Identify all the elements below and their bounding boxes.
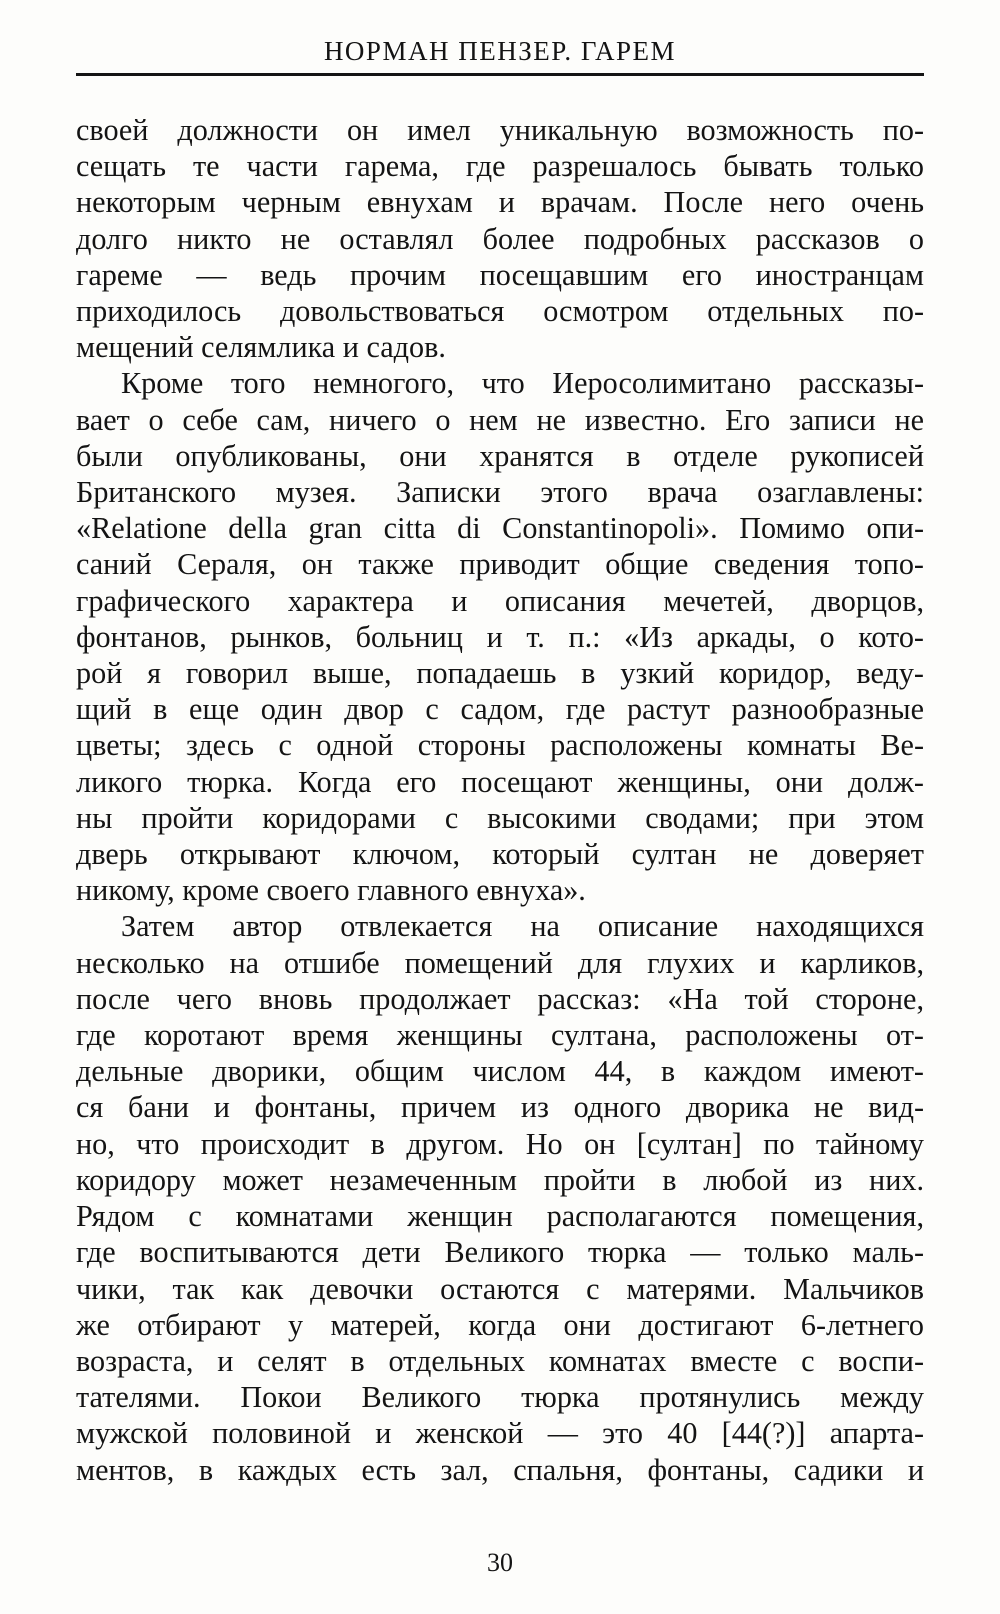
text-line: ся бани и фонтаны, причем из одного дворика не вид- bbox=[76, 1090, 924, 1125]
text-line: некоторым черным евнухам и врачам. После него очень bbox=[76, 185, 924, 220]
text-line: сещать те части гарема, где разрешалось бывать только bbox=[76, 149, 924, 184]
text-line: мужской половиной и женской — это 40 [44(?)] апарта- bbox=[76, 1416, 924, 1451]
text-line: коридору может незамеченным пройти в любой из них. bbox=[76, 1162, 924, 1197]
text-line: мещений селямлика и садов. bbox=[76, 330, 446, 365]
paragraph-3 bbox=[76, 908, 924, 1487]
text-line: тателями. Покои Великого тюрка протянулись между bbox=[76, 1380, 924, 1415]
text-line: своей должности он имел уникальную возможность по- bbox=[76, 113, 924, 147]
running-head: НОРМАН ПЕНЗЕР. ГАРЕМ bbox=[323, 36, 677, 66]
text-line: никому, кроме своего главного евнуха». bbox=[76, 873, 586, 908]
text-line: саний Сераля, он также приводит общие сведения топо- bbox=[76, 547, 924, 582]
text-line: где коротают время женщины султана, расположены от- bbox=[76, 1018, 924, 1053]
text-line: вает о себе сам, ничего о нем не известно. Его записи не bbox=[76, 402, 924, 437]
page-number: 30 bbox=[487, 1548, 513, 1577]
text-line: фонтанов, рынков, больниц и т. п.: «Из аркады, о кото- bbox=[76, 619, 924, 654]
text-line: дельные дворики, общим числом 44, в каждом имеют- bbox=[76, 1054, 924, 1089]
text-line: гареме — ведь прочим посещавшим его иностранцам bbox=[76, 257, 924, 292]
body-text bbox=[76, 112, 924, 1488]
text-line: приходилось довольствоваться осмотром отдельных по- bbox=[76, 294, 924, 329]
text-line: «Relatione della gran citta di Constantinopoli». Помимо опи- bbox=[76, 511, 924, 546]
text-line: цветы; здесь с одной стороны расположены комнаты Ве- bbox=[76, 728, 924, 763]
text-line: графического характера и описания мечетей, дворцов, bbox=[76, 583, 924, 618]
text-line: ментов, в каждых есть зал, спальня, фонтаны, садики и bbox=[76, 1452, 924, 1487]
text-line: ликого тюрка. Когда его посещают женщины, они долж- bbox=[76, 764, 924, 799]
paragraph-1 bbox=[76, 112, 924, 365]
text-line: после чего вновь продолжает рассказ: «На той стороне, bbox=[76, 981, 924, 1016]
header-rule bbox=[76, 73, 924, 76]
text-line: щий в еще один двор с садом, где растут разнообразные bbox=[76, 692, 924, 727]
text-line: Кроме того немногого, что Иеросолимитано рассказы- bbox=[121, 366, 924, 401]
text-line: несколько на отшибе помещений для глухих и карликов, bbox=[76, 945, 924, 980]
text-line: Затем автор отвлекается на описание находящихся bbox=[121, 909, 924, 944]
text-line: Британского музея. Записки этого врача озаглавлены: bbox=[76, 475, 924, 510]
text-line: дверь открывают ключом, который султан не доверяет bbox=[76, 837, 924, 872]
text-line: же отбирают у матерей, когда они достигают 6-летнего bbox=[76, 1307, 924, 1342]
text-line: чики, так как девочки остаются с матерями. Мальчиков bbox=[76, 1271, 924, 1306]
text-line: где воспитываются дети Великого тюрка — только маль- bbox=[76, 1235, 924, 1270]
text-line: были опубликованы, они хранятся в отделе рукописей bbox=[76, 438, 924, 473]
text-line: рой я говорил выше, попадаешь в узкий коридор, веду- bbox=[76, 656, 924, 691]
text-line: ны пройти коридорами с высокими сводами; при этом bbox=[76, 800, 924, 835]
text-line: долго никто не оставлял более подробных рассказов о bbox=[76, 221, 924, 256]
paragraph-2 bbox=[76, 365, 924, 908]
text-line: Рядом с комнатами женщин располагаются помещения, bbox=[76, 1199, 924, 1234]
text-line: но, что происходит в другом. Но он [султан] по тайному bbox=[76, 1126, 924, 1161]
text-line: возраста, и селят в отдельных комнатах вместе с воспи- bbox=[76, 1343, 924, 1378]
